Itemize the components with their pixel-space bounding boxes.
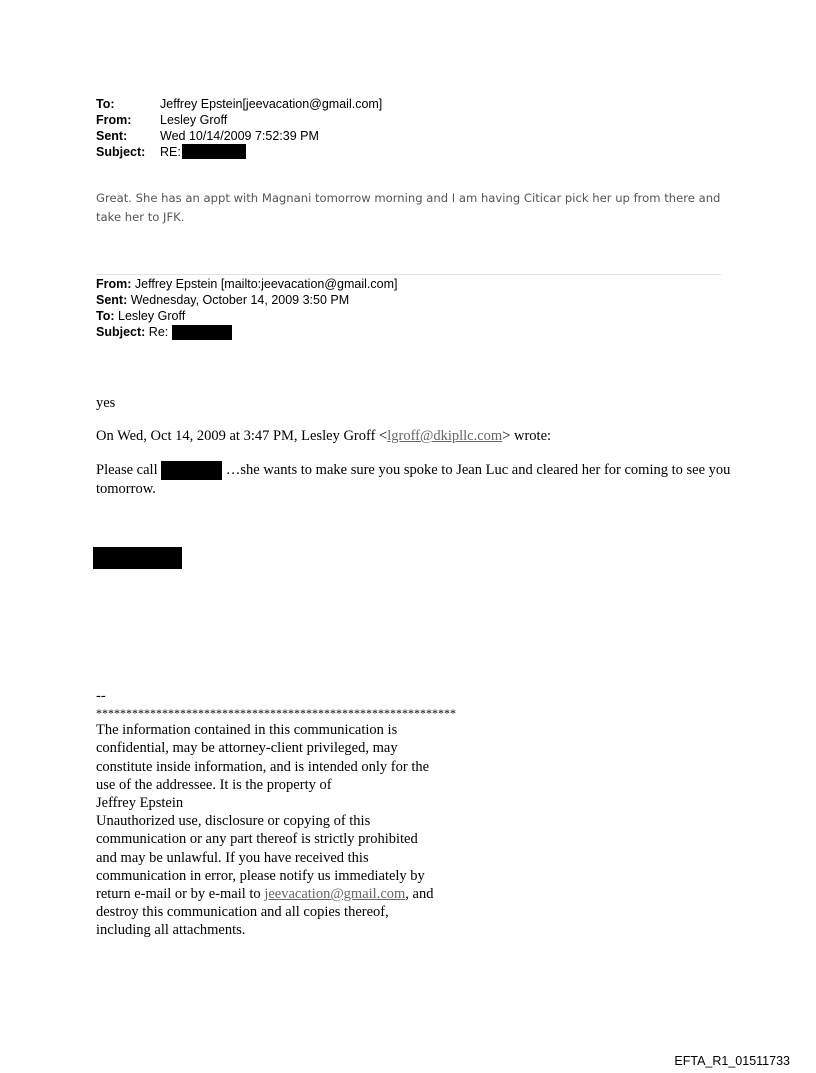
quoted-from-row bbox=[96, 276, 397, 292]
quoted-to-value: Lesley Groff bbox=[118, 309, 186, 323]
sent-value: Wed 10/14/2009 7:52:39 PM bbox=[160, 129, 319, 143]
subject-row bbox=[96, 144, 382, 160]
to-row bbox=[96, 96, 382, 112]
footer-stars: ************************************************************ bbox=[96, 706, 456, 721]
quoted-subject-label: Subject: bbox=[96, 325, 146, 339]
quoted-to-row bbox=[96, 308, 397, 324]
sent-row bbox=[96, 128, 382, 144]
from-label: From: bbox=[96, 113, 132, 127]
please-call-redaction bbox=[161, 461, 222, 480]
on-wed-prefix: On Wed, Oct 14, 2009 at 3:47 PM, Lesley Groff < bbox=[96, 428, 388, 444]
disclaimer-part3: , and destroy this communication and all copies thereof, including all attachments. bbox=[96, 886, 434, 939]
footer-dashes: -- bbox=[96, 688, 106, 704]
please-call-prefix: Please call bbox=[96, 462, 158, 478]
please-call-paragraph bbox=[96, 461, 736, 498]
email-header bbox=[96, 96, 382, 160]
quoted-subject-redaction bbox=[172, 325, 232, 340]
on-wed-line bbox=[96, 427, 551, 445]
quoted-from-label: From: bbox=[96, 277, 132, 291]
subject-value: RE: bbox=[160, 145, 181, 159]
quoted-sent-label: Sent: bbox=[96, 293, 128, 307]
quoted-from-value: Jeffrey Epstein [mailto:jeevacation@gmail.com] bbox=[134, 277, 398, 291]
from-value: Lesley Groff bbox=[160, 113, 228, 127]
document-id: EFTA_R1_01511733 bbox=[674, 1054, 790, 1068]
quoted-sent-row bbox=[96, 292, 397, 308]
signature-redaction bbox=[93, 547, 182, 569]
quoted-subject-value: Re: bbox=[148, 325, 169, 339]
reply-body: Great. She has an appt with Magnani tomorrow morning and I am having Citicar pick her up from there and take her to JFK. bbox=[96, 191, 721, 224]
to-label: To: bbox=[96, 97, 115, 111]
quoted-sent-value: Wednesday, October 14, 2009 3:50 PM bbox=[130, 293, 350, 307]
quoted-header bbox=[96, 276, 397, 340]
disclaimer-owner: Jeffrey Epstein bbox=[96, 795, 184, 812]
lgroff-email-link[interactable]: lgroff@dkipllc.com bbox=[387, 428, 503, 444]
to-value: Jeffrey Epstein[jeevacation@gmail.com] bbox=[160, 97, 383, 111]
sent-label: Sent: bbox=[96, 129, 128, 143]
divider bbox=[96, 274, 721, 275]
quoted-to-label: To: bbox=[96, 309, 115, 323]
disclaimer-email-link[interactable]: jeevacation@gmail.com bbox=[264, 886, 406, 903]
yes-text: yes bbox=[96, 395, 116, 411]
quoted-subject-row bbox=[96, 324, 397, 340]
disclaimer-footer bbox=[96, 687, 636, 940]
on-wed-suffix: > wrote: bbox=[502, 428, 552, 444]
please-call-rest: …she wants to make sure you spoke to Jean Luc and cleared her for coming to see you tomorrow. bbox=[96, 462, 731, 498]
subject-label: Subject: bbox=[96, 145, 146, 159]
disclaimer-block bbox=[96, 721, 441, 939]
from-row bbox=[96, 112, 382, 128]
disclaimer-part1: The information contained in this communication is confidential, may be attorney-client privileged, may constitute inside information, and is intended only for the use of the addressee. It is the property of bbox=[96, 722, 430, 793]
subject-redaction bbox=[182, 144, 246, 159]
disclaimer-part2: Unauthorized use, disclosure or copying of this communication or any part thereof is strictly prohibited and may be unlawful. If you have received this communication in error, please notify us immediately by return e-mail or by e-mail to bbox=[96, 813, 425, 903]
